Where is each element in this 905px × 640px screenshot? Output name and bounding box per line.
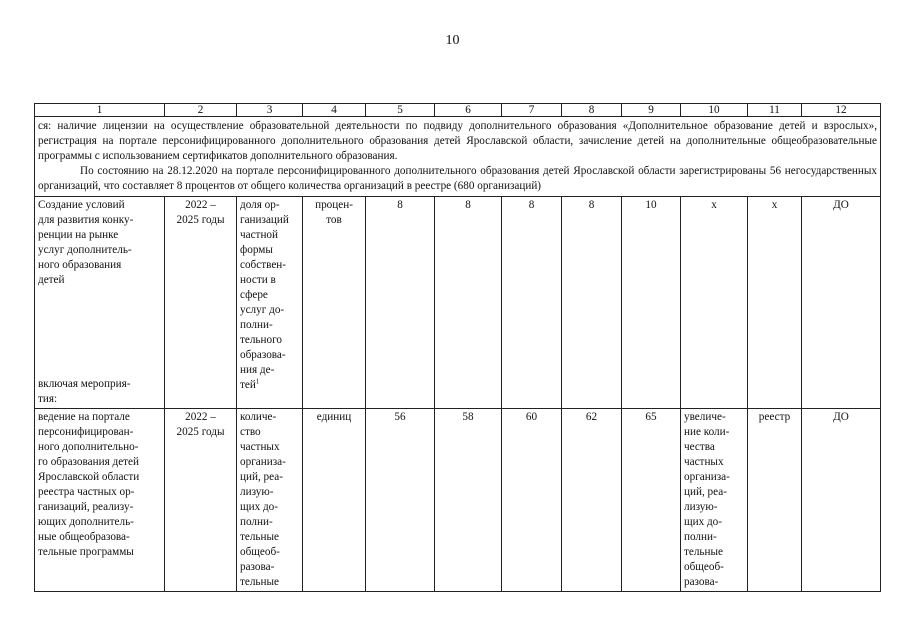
table-row <box>35 409 881 592</box>
column-number: 6 <box>435 104 502 117</box>
column-number: 8 <box>562 104 622 117</box>
column-number: 9 <box>622 104 681 117</box>
column-number: 1 <box>35 104 165 117</box>
measure-name-cell: ведение на портале персонифицирован- ного дополнительно- го образования детей Ярославской области реестра частных ор- ганизаций, реализу- ющих дополнитель- ные общеобразова- тельные программы <box>35 409 165 592</box>
column-number: 7 <box>502 104 562 117</box>
page-number: 10 <box>445 33 460 48</box>
value-cell: 65 <box>622 409 681 592</box>
document-cell: реестр <box>748 409 802 592</box>
column-number: 2 <box>165 104 237 117</box>
document-cell: x <box>748 197 802 409</box>
table-row <box>35 197 881 409</box>
measure-name: Создание условий для развития конку- ренции на рынке услуг дополнитель- ного образования детей <box>38 199 134 286</box>
unit-cell: процен- тов <box>303 197 366 409</box>
unit-cell: единиц <box>303 409 366 592</box>
column-number: 11 <box>748 104 802 117</box>
intro-paragraph: ся: наличие лицензии на осуществление образовательной деятельности по подвиду дополнительного образования «Дополнительное образование детей и взрослых», регистрация на портале персонифицированного дополнительного образования детей Ярославской области, зачисление детей на дополнительные общеобразовательные программы с использованием сертификатов дополнительного образования. <box>38 120 877 162</box>
column-number: 4 <box>303 104 366 117</box>
column-number: 10 <box>681 104 748 117</box>
responsible-cell: ДО <box>802 197 881 409</box>
value-cell: 58 <box>435 409 502 592</box>
value-cell: 8 <box>562 197 622 409</box>
value-cell: 10 <box>622 197 681 409</box>
measures-table <box>34 103 881 592</box>
intro-cell <box>35 117 881 197</box>
responsible-cell: ДО <box>802 409 881 592</box>
value-cell: 56 <box>366 409 435 592</box>
value-cell: 60 <box>502 409 562 592</box>
value-cell: 8 <box>366 197 435 409</box>
result-cell: увеличе- ние коли- чества частных организа- ций, реа- лизую- щих до- полни- тельные общеоб- разова- <box>681 409 748 592</box>
indicator-cell: количе- ство частных организа- ций, реа- лизую- щих до- полни- тельные общеоб- разова- тельные <box>237 409 303 592</box>
value-cell: 8 <box>502 197 562 409</box>
intro-paragraph-status: По состоянию на 28.12.2020 на портале персонифицированного дополнительного образования детей Ярославской области зарегистрированы 56 негосударственных организаций, что составляет 8 процентов от общего количества организаций в реестре (680 организаций) <box>38 165 877 192</box>
period-cell: 2022 – 2025 годы <box>165 197 237 409</box>
measure-note: включая мероприя- тия: <box>38 378 131 405</box>
period-cell: 2022 – 2025 годы <box>165 409 237 592</box>
intro-row <box>35 117 881 197</box>
column-number-row <box>35 104 881 117</box>
indicator-cell <box>237 197 303 409</box>
indicator-text: доля ор- ганизаций частной формы собствен- ности в сфере услуг до- полни- тельного образова- ния де- тей <box>240 199 289 391</box>
value-cell: 62 <box>562 409 622 592</box>
column-number: 5 <box>366 104 435 117</box>
value-cell: 8 <box>435 197 502 409</box>
measure-name-cell <box>35 197 165 409</box>
result-cell: x <box>681 197 748 409</box>
column-number: 3 <box>237 104 303 117</box>
column-number: 12 <box>802 104 881 117</box>
footnote-mark: 1 <box>255 377 260 386</box>
